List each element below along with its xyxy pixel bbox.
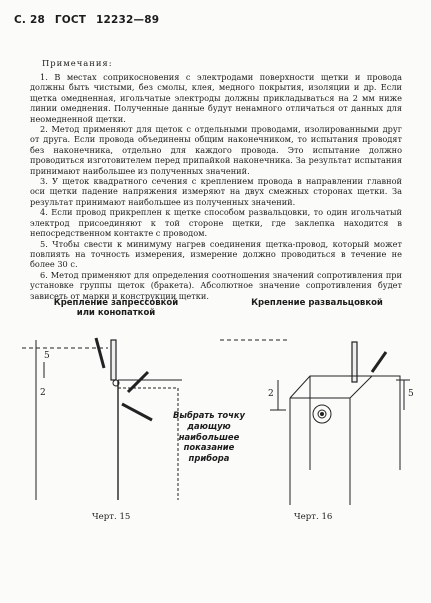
fig15-drawing	[22, 338, 182, 500]
note-paragraph: 6. Метод применяют для определения соотношения значений сопротивления при установке группы щеток (бракета). Абсолютное значение сопротивления будет зависеть от марки и конструкции щетки.	[30, 269, 402, 301]
note-paragraph: 2. Метод применяют для щеток с отдельными проводами, изолированными друг от друга. Если провода объединены общим наконечником, то испытания проводят без наконечника, отдельно для каждого провода. Это испытание должно проводиться изготовителем перед припайкой наконечника. За результат испытания принимают наибольшее из полученных значений.	[30, 124, 402, 176]
note-paragraph: 5. Чтобы свести к минимуму нагрев соединения щетка-провод, который может повлиять на точность измерения, измерение должно проводиться в течение не более 30 с.	[30, 238, 402, 270]
note-paragraph: 3. У щеток квадратного сечения с креплением провода в направлении главной оси щетки падение напряжения измеряют на двух смежных сторонах щетки. За результат принимают наибольшее из полученных значений.	[30, 176, 402, 207]
right-figure-caption: Крепление развальцовкой	[251, 298, 383, 308]
dim-label: 2	[40, 388, 46, 398]
dim-label: 5	[44, 351, 50, 361]
note-paragraph: 1. В местах соприкосновения с электродами поверхности щетки и провода должны быть чистыми, без смолы, клея, медного покрытия, изоляции и др. Если щетка омедненная, игольчатые электроды должны прикладываться на 2 мм ниже линии омеднения. Полученные данные будут ненамного отличаться от данных для неомедненной щетки.	[30, 72, 402, 124]
dim-label: 2	[268, 389, 274, 399]
notes-title: Примечания:	[42, 58, 113, 68]
standard-name: ГОСТ	[54, 14, 87, 26]
dim-label: 5	[408, 389, 414, 399]
page-number: С. 28	[14, 14, 45, 26]
fig16-drawing	[220, 340, 414, 505]
center-instruction: Выбрать точку дающую наибольшее показание прибора	[172, 410, 246, 464]
left-figure-caption: Крепление запрессовкой или конопаткой	[53, 298, 179, 318]
standard-number: 12232—89	[95, 14, 160, 26]
figure-15-label: Черт. 15	[92, 512, 131, 522]
figure-16-label: Черт. 16	[294, 512, 333, 522]
note-paragraph: 4. Если провод прикреплен к щетке способом развальцовки, то один игольчатый электрод присоединяют к той стороне щетки, где заклепка находится в непосредственном контакте с проводом.	[30, 207, 402, 239]
